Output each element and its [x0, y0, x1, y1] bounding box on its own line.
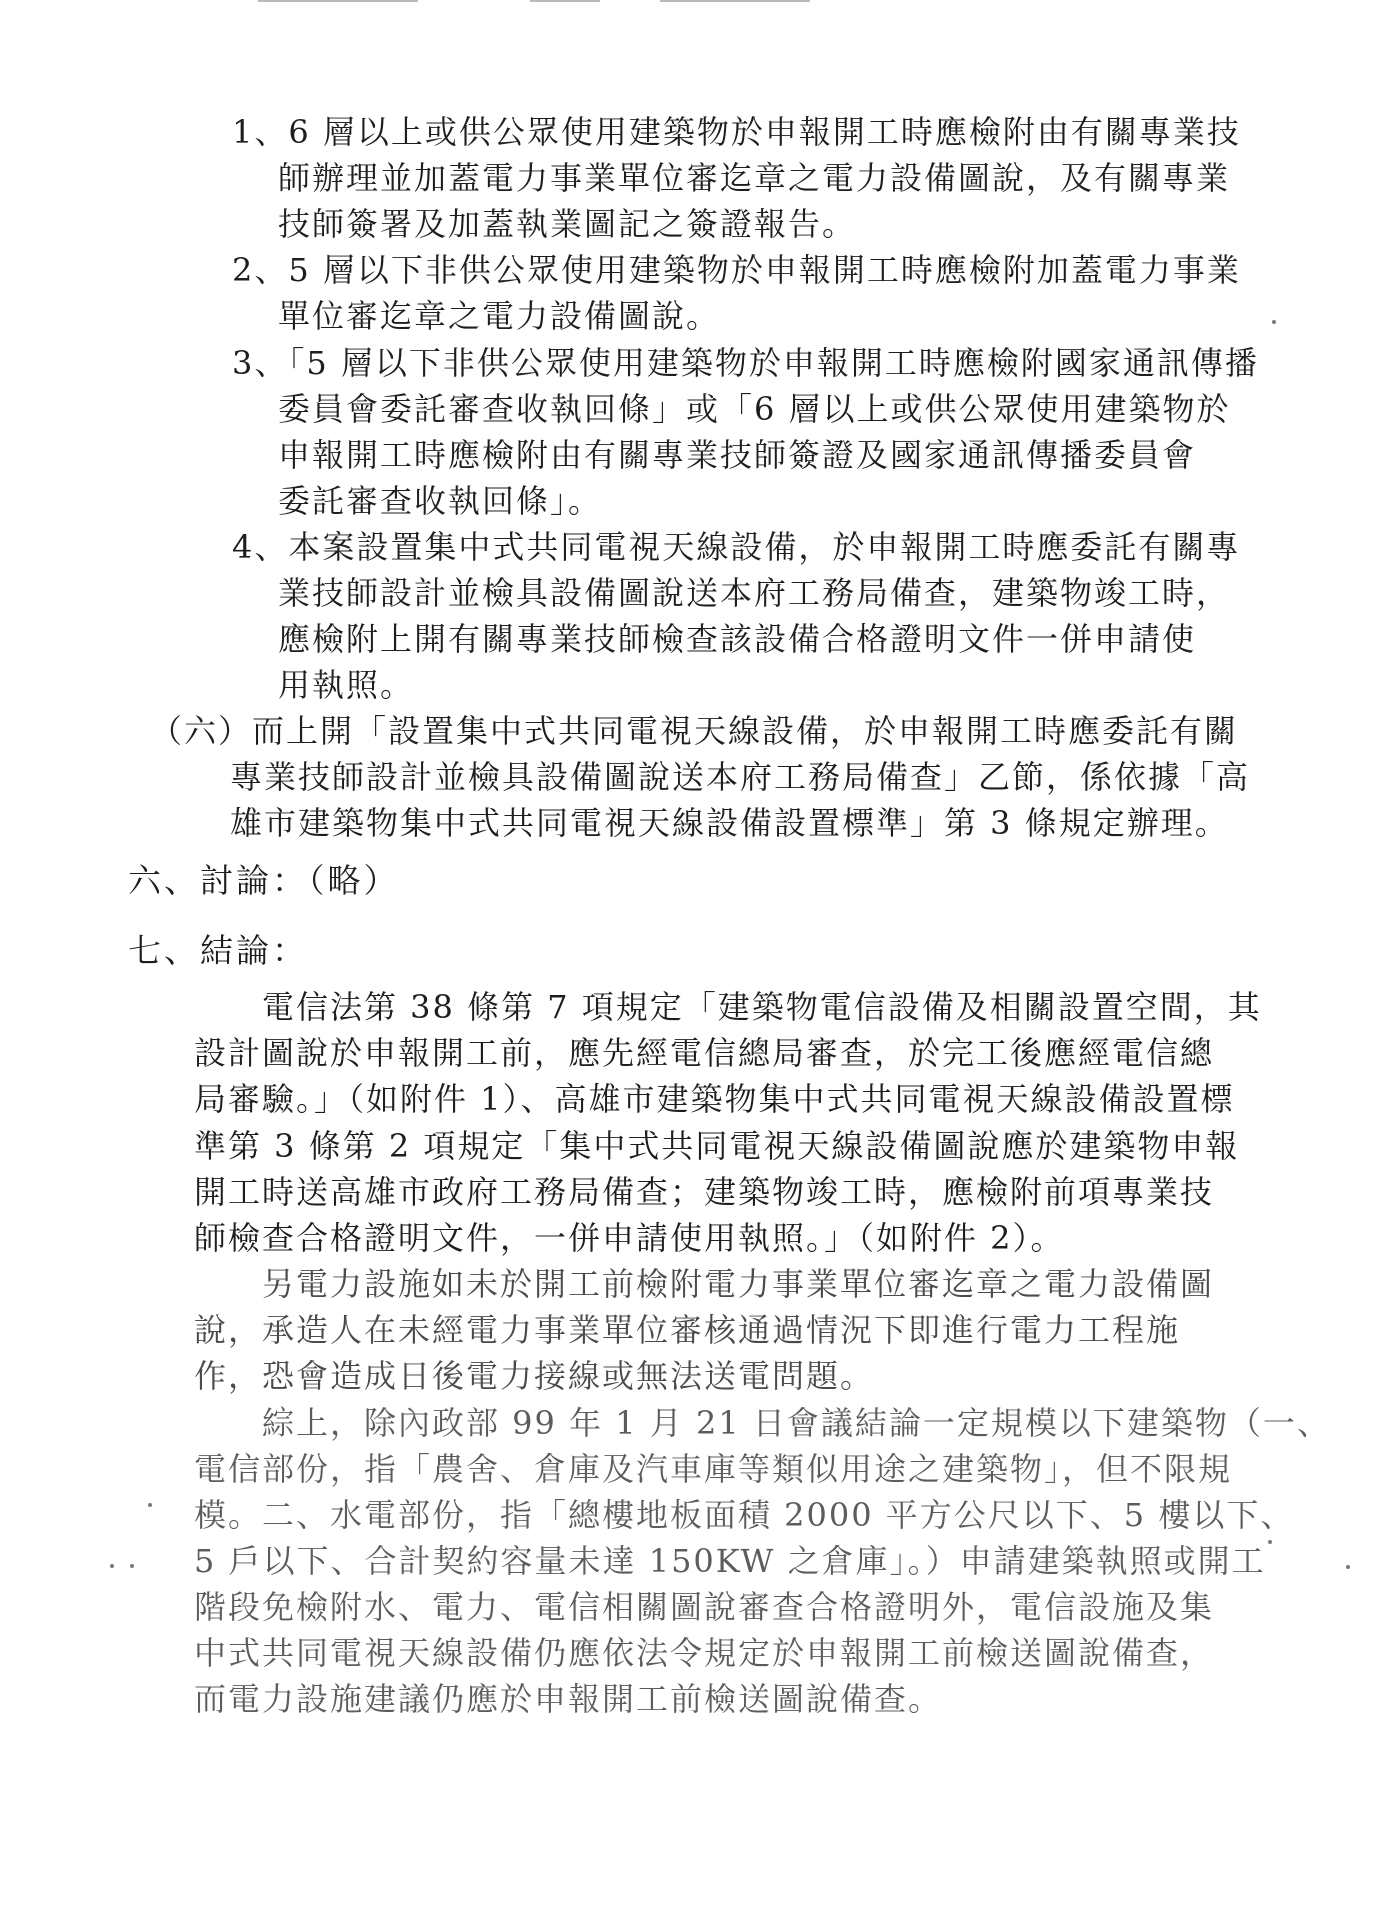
scan-speck: [130, 1564, 134, 1568]
scan-mark: [530, 0, 600, 2]
scan-speck: [1268, 1540, 1272, 1544]
conclusion-para-1-line-3: 局審驗。」（如附件 1）、高雄市建築物集中式共同電視天線設備設置標: [194, 1080, 1235, 1118]
item-3-line-1: 3、「5 層以下非供公眾使用建築物於申報開工時應檢附國家通訊傳播: [232, 344, 1259, 382]
item-4-line-3: 應檢附上開有關專業技師檢查該設備合格證明文件一併申請使: [278, 620, 1197, 658]
item-1-line-1: 1、6 層以上或供公眾使用建築物於申報開工時應檢附由有關專業技: [232, 113, 1241, 151]
conclusion-para-1-line-6: 師檢查合格證明文件，一併申請使用執照。」（如附件 2）。: [194, 1219, 1065, 1257]
subsection-6-line-3: 雄市建築物集中式共同電視天線設備設置標準」第 3 條規定辦理。: [230, 804, 1229, 842]
section-7-heading: 七、結論：: [128, 931, 308, 970]
item-2-line-2: 單位審迄章之電力設備圖說。: [278, 297, 721, 335]
conclusion-para-2-line-2: 說，承造人在未經電力事業單位審核通過情況下即進行電力工程施: [194, 1311, 1181, 1349]
scan-speck: [110, 1564, 114, 1568]
item-3-line-4: 委託審查收執回條」。: [278, 482, 603, 520]
item-3-line-3: 申報開工時應檢附由有關專業技師簽證及國家通訊傳播委員會: [278, 436, 1197, 474]
subsection-6-line-1: （六）而上開「設置集中式共同電視天線設備，於申報開工時應委託有關: [150, 712, 1239, 750]
scan-mark: [660, 0, 810, 2]
item-1-line-2: 師辦理並加蓋電力事業單位審迄章之電力設備圖說，及有關專業: [278, 159, 1231, 197]
conclusion-para-3-line-6: 中式共同電視天線設備仍應依法令規定於申報開工前檢送圖說備查，: [194, 1634, 1215, 1672]
item-4-line-2: 業技師設計並檢具設備圖說送本府工務局備查，建築物竣工時，: [278, 574, 1231, 612]
conclusion-para-2-line-3: 作，恐會造成日後電力接線或無法送電問題。: [194, 1357, 875, 1395]
conclusion-para-2-line-1: 另電力設施如未於開工前檢附電力事業單位審迄章之電力設備圖: [262, 1265, 1215, 1303]
conclusion-para-1-line-2: 設計圖說於申報開工前，應先經電信總局審查，於完工後應經電信總: [194, 1034, 1215, 1072]
section-6-heading: 六、討論：（略）: [128, 861, 400, 900]
conclusion-para-1-line-4: 準第 3 條第 2 項規定「集中式共同電視天線設備圖說應於建築物申報: [194, 1127, 1240, 1165]
conclusion-para-1-line-1: 電信法第 38 條第 7 項規定「建築物電信設備及相關設置空間，其: [262, 988, 1262, 1026]
scan-speck: [148, 1503, 152, 1507]
conclusion-para-3-line-2: 電信部份，指「農舍、倉庫及汽車庫等類似用途之建築物」，但不限規: [194, 1450, 1233, 1488]
conclusion-para-3-line-1: 綜上，除內政部 99 年 1 月 21 日會議結論一定規模以下建築物（一、: [262, 1404, 1331, 1442]
conclusion-para-1-line-5: 開工時送高雄市政府工務局備查；建築物竣工時，應檢附前項專業技: [194, 1173, 1215, 1211]
conclusion-para-3-line-3: 模。二、水電部份，指「總樓地板面積 2000 平方公尺以下、5 樓以下、: [194, 1496, 1295, 1534]
scan-mark: [258, 0, 418, 2]
conclusion-para-3-line-4: 5 戶以下、合計契約容量未達 150KW 之倉庫」。）申請建築執照或開工: [194, 1542, 1266, 1580]
scan-speck: [1346, 1565, 1350, 1569]
item-1-line-3: 技師簽署及加蓋執業圖記之簽證報告。: [278, 205, 857, 243]
item-4-line-1: 4、本案設置集中式共同電視天線設備，於申報開工時應委託有關專: [232, 528, 1241, 566]
conclusion-para-3-line-5: 階段免檢附水、電力、電信相關圖說審查合格證明外，電信設施及集: [194, 1588, 1215, 1626]
scan-speck: [1272, 320, 1276, 324]
item-2-line-1: 2、5 層以下非供公眾使用建築物於申報開工時應檢附加蓋電力事業: [232, 251, 1241, 289]
subsection-6-line-2: 專業技師設計並檢具設備圖說送本府工務局備查」乙節，係依據「高: [230, 758, 1251, 796]
conclusion-para-3-line-7: 而電力設施建議仍應於申報開工前檢送圖說備查。: [194, 1680, 943, 1718]
item-4-line-4: 用執照。: [278, 666, 415, 704]
item-3-line-2: 委員會委託審查收執回條」或「6 層以上或供公眾使用建築物於: [278, 390, 1231, 428]
